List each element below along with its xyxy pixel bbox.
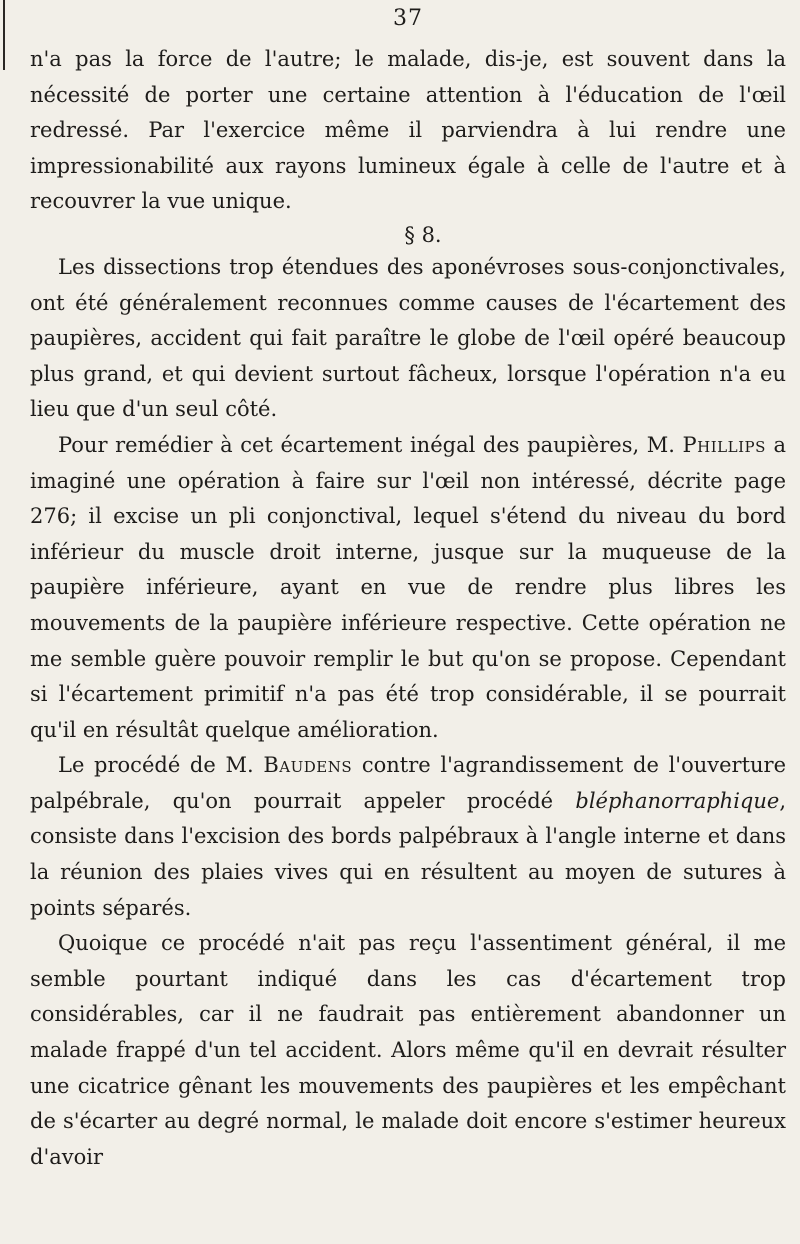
author-name-baudens: Baudens xyxy=(263,753,353,778)
paragraph-baudens xyxy=(30,748,786,926)
section-heading: § 8. xyxy=(404,222,442,247)
paragraph-phillips-text-before: Pour remédier à cet écartement inégal des paupières, M. xyxy=(58,432,683,457)
paragraph-quoique: Quoique ce procédé n'ait pas reçu l'assentiment général, il me semble pourtant indiqué dans les cas d'écartement trop considérables, car il ne faudrait pas entièrement abandonner un malade frappé d'un tel accident. Alors même qu'il en devrait résulter une cicatrice gênant les mouvements des paupières et les empêchant de s'écarter au degré normal, le malade doit encore s'estimer heureux d'avoir xyxy=(30,931,786,1169)
paragraph-baudens-text-middle: contre l'agrandissement de l'ouverture palpébrale, qu'on pourrait appeler procédé xyxy=(30,753,786,813)
term-blephanorraphique: bléphanorraphique xyxy=(575,788,780,813)
paragraph-baudens-text-before: Le procédé de M. xyxy=(58,753,264,778)
paragraph-baudens-text-after: , consiste dans l'excision des bords palpébraux à l'angle interne et dans la réunion des plaies vives qui en résultent au moyen de sutures à points séparés. xyxy=(30,788,786,920)
page-number: 37 xyxy=(393,6,423,31)
paragraph-phillips-text-after: a imaginé une opération à faire sur l'œil non intéressé, décrite page 276; il excise un pli conjonctival, lequel s'étend du niveau du bord inférieur du muscle droit interne, jusque sur la muqueuse de la paupière inférieure, ayant en vue de rendre plus libres les mouvements de la paupière inférieure respective. Cette opération ne me semble guère pouvoir remplir le but qu'on se propose. Cependant si l'écartement primitif n'a pas été trop considérable, il se pourrait qu'il en résultât quelque amélioration. xyxy=(30,432,786,742)
paragraph-continuation: n'a pas la force de l'autre; le malade, dis-je, est souvent dans la nécessité de porter une certaine attention à l'éducation de l'œil redressé. Par l'exercice même il parviendra à lui rendre une impressionabilité aux rayons lumineux égale à celle de l'autre et à recouvrer la vue unique. xyxy=(30,47,786,214)
paragraph-phillips xyxy=(30,428,786,748)
author-name-phillips: Phillips xyxy=(682,432,766,457)
paragraph-dissections: Les dissections trop étendues des aponévroses sous-conjonctivales, ont été généralement reconnues comme causes de l'écartement des paupières, accident qui fait paraître le globe de l'œil opéré beaucoup plus grand, et qui devient surtout fâcheux, lorsque l'opération n'a eu lieu que d'un seul côté. xyxy=(30,254,786,422)
